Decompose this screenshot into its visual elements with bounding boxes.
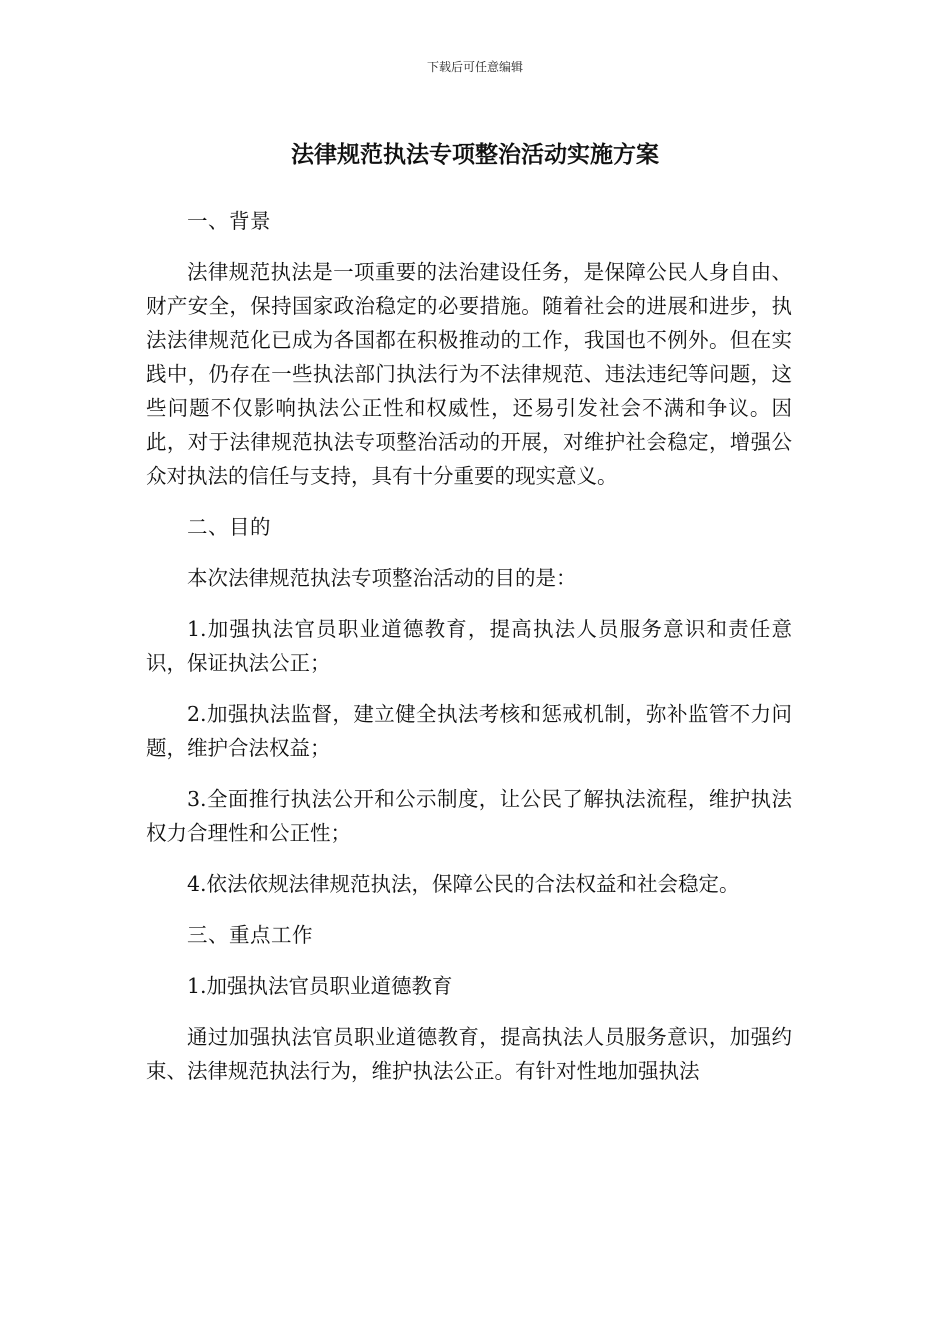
purpose-item-1: 1.加强执法官员职业道德教育，提高执法人员服务意识和责任意识，保证执法公正； [146,617,792,675]
section-heading-key-work: 三、重点工作 [187,923,313,947]
section-heading-purpose: 二、目的 [187,515,271,539]
background-paragraph: 法律规范执法是一项重要的法治建设任务，是保障公民人身自由、财产安全，保持国家政治稳定的必要措施。随着社会的进展和进步，执法法律规范化已成为各国都在积极推动的工作，我国也不例外。但在实践中，仍存在一些执法部门执法行为不法律规范、违法违纪等问题，这些问题不仅影响执法公正性和权威性，还易引发社会不满和争议。因此，对于法律规范执法专项整治活动的开展，对维护社会稳定，增强公众对执法的信任与支持，具有十分重要的现实意义。 [146,260,792,488]
key-work-paragraph-1: 通过加强执法官员职业道德教育，提高执法人员服务意识，加强约束、法律规范执法行为，维护执法公正。有针对性地加强执法 [146,1025,792,1083]
key-work-subheading-1: 1.加强执法官员职业道德教育 [187,974,453,998]
purpose-intro: 本次法律规范执法专项整治活动的目的是： [187,566,577,590]
header-note: 下载后可任意编辑 [426,60,523,74]
purpose-item-3: 3.全面推行执法公开和公示制度，让公民了解执法流程，维护执法权力合理性和公正性； [146,787,792,845]
purpose-item-2: 2.加强执法监督，建立健全执法考核和惩戒机制，弥补监管不力问题，维护合法权益； [146,702,792,760]
purpose-item-4: 4.依法依规法律规范执法，保障公民的合法权益和社会稳定。 [187,872,740,896]
document-title: 法律规范执法专项整治活动实施方案 [291,142,659,168]
document-body [146,204,792,1105]
section-heading-background: 一、背景 [187,209,271,233]
